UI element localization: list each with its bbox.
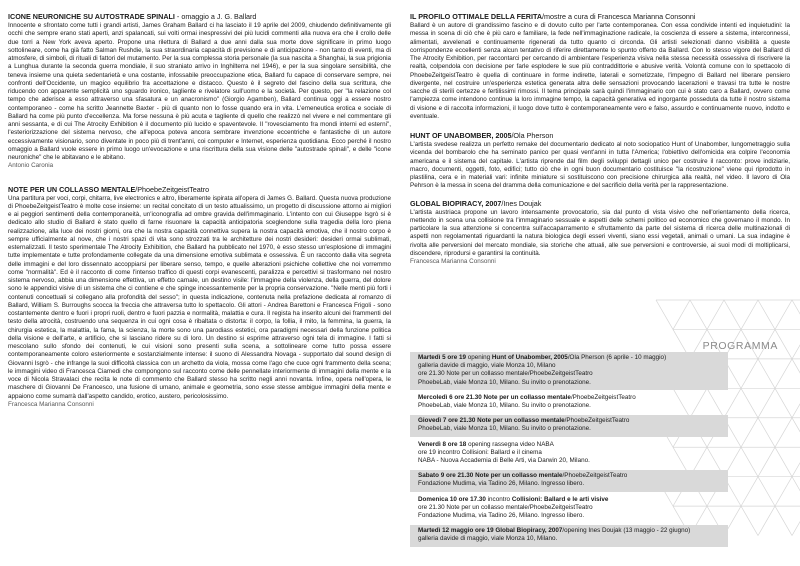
program-events <box>410 352 728 549</box>
event-headline: Domenica 10 ore 17.30 incontro Collisioni: Ballard e le arti visive <box>418 495 609 503</box>
event-headline: Giovedì 7 ore 21.30 Note per un collasso mentale/PhoebeZeitgeistTeatro <box>418 417 630 425</box>
article-title: NOTE PER UN COLLASSO MENTALE/PhoebeZeitgeistTeatro <box>8 184 210 194</box>
event-line: Fondazione Mudima, via Tadino 26, Milano. Ingresso libero. <box>418 512 585 520</box>
program-event <box>410 352 728 390</box>
article-profilo-ferita <box>410 12 790 121</box>
article-body: Ballard è un autore di grandissimo fascino e di dovuto culto per l'arte contemporanea. Con essa condivide intenti ed inquietudini: la messa in scena di ciò che è più caro e familiare, la fede nell'immaginazione radicale, la coscienza di essere a sistema, interconnessi, alimentati, avvelenati e continuamente rigenerati da tutto quanto ci circonda. Gli artisti selezionati danno visibilità a queste corrispondenze eccellenti senza alcun tentativo di riferire direttamente lo spunto offerto da Ballard. Con lo stesso vigore del Ballard di The Atrocity Exhibition, per raccontarci per cercando di ambientare l'esperienza visiva nella stessa necessità ossessiva di riscrivere la realtà, colpendola con decisione per farle esplodere le sue più contraddittorie e abusive verità. Volontà comune con lo spettacolo di PhoebeZeitgeistTeatro è quella di continuare in forme indirette, laterali e sornetizzate, l'impegno di Ballard nel liberare pensiero divergente, nel costruire un'esperienza estetica generata altra delle sensazioni provocando lacerazioni e travasi tra tutte le nostre sacche di sterili certezze e fertilissimi rimossi. Il tema principale sarà quindi l'immaginario con cui è stato caro a Ballard, ovvero come l'ampiezza come intendono continue la loro immagine tempo, la capacità generativa ed ingorgante posseduta da tutte il nostro sistema di visione e di raccolta informazioni, il luogo dove tutto è contemporaneamente vero e falso, assurdo e continuamente nuovo, indotto e eventuale. <box>410 22 790 120</box>
article-global-biopiracy <box>410 199 790 267</box>
event-line: NABA - Nuova Accademia di Belle Arti, via Darwin 20, Milano. <box>418 457 590 465</box>
event-headline: Martedì 5 ore 19 opening Hunt of Unabomber, 2005/Ola Pherson (6 aprile - 10 maggio) <box>418 354 667 361</box>
article-title: HUNT OF UNABOMBER, 2005/Ola Pherson <box>410 131 554 140</box>
event-line: galleria davide di maggio, viale Monza 10, Milano <box>418 362 556 370</box>
program-event <box>410 525 728 546</box>
program-event <box>410 415 728 436</box>
program-event <box>410 470 728 491</box>
program-event <box>410 439 728 469</box>
event-line: PhoebeLab, viale Monza 10, Milano. Su invito o prenotazione. <box>418 378 591 386</box>
program-event <box>410 392 728 413</box>
right-column <box>410 12 790 273</box>
article-body: L'artista austriaca propone un lavoro intensamente provocatorio, sia dal punto di vista visivo che nell'orientamento della ricerca, mettendo in scena una collisione tra l'immaginario sessuale e aspetti delle schemi politico ed economico che governano il mondo. In particolare la sua attenzione si concentra sull'accaparramento e sfruttamento da parte del sistema di ricerca delle multinazionali di aspetti non regolamentati riguardanti la natura biologica degli esseri viventi, siano essi vegetali, animali o umani. La sua indagine è rivolta alle perversioni del mercato mondiale, sia storiche che attuali, alle sue perversioni e controversie, ai suoi modi di moltiplicarsi, discendere, riprodursi e garantirsi la continuità. <box>410 208 790 257</box>
article-author: Antonio Caronia <box>8 162 54 170</box>
article-hunt-unabomber <box>410 131 790 191</box>
article-title: IL PROFILO OTTIMALE DELLA FERITA/mostre a cura di Francesca Marianna Consonni <box>410 12 696 21</box>
event-line: ore 19 incontro Collisioni: Ballard e il cinema <box>418 448 542 456</box>
article-body: L'artista svedese realizza un perfetto remake del documentario dedicato al noto sociopatico Hunt of Unabomber, lungometraggio sulla vicenda del bombarolo che ha seminato panico per quasi vent'anni in tutta l'America; l'obiettivo dell'omicida era colpire l'economia americana e il sistema del capitale. L'artista riprende dal film degli sviluppi dettagli unico per costruire il racconto: prove indiziarie, macro, documenti, oggetti, foto, edifici; tutto ciò che in ogni buon documentario costituisce "la ricostruzione" viene qui riprodotto in plastilina, cera e in materiali vari: infinite miniature si sostituiscono con precisione chirurgica alla realtà, nel video. Il lavoro di Ola Pehrson è la messa in scena del dramma della comunicazione e del sacrificio della verità per la rappresentazione. <box>410 141 790 190</box>
left-column <box>8 12 391 416</box>
event-line: ore 21.30 Note per un collasso mentale/PhoebeZeitgeistTeatro <box>418 503 593 511</box>
article-title: GLOBAL BIOPIRACY, 2007/Ines Doujak <box>410 198 542 208</box>
article-body: Innocente e sfrontato come tutti i grandi artisti, James Graham Ballard ci ha lasciato il 19 aprile del 2009, chiudendo definitivamente gli occhi che sempre erano stati aperti, anzi spalancati, sui volti ormai inespressivi dei più lucidi commenti alla nuova era che il crollo delle due torri a New York aveva aperto. Propone una rilettura di Ballard a due anni dalla sua morte dove significare in primo luogo sottolineare, come ha già fatto Salman Rushdie, la sua straordinaria capacità di previsione e di anticipazione - non tanto di eventi, ma di atmosfere, di simboli, di rituali di fattori del mutamento. Per la sua complessa storia personale (la sua nascita a Shanghai, la sua prigionia a Lunghua durante la seconda guerra mondiale, il suo straniato arrivo in Inghilterra nel 1946), e per la sua singolare sensibilità, che teneva insieme una quieta sedentarietà e una costante, infossabile preoccupazione etica, Ballard fu capace di conservare sempre, nei confronti dell'Occidente, un magico equilibrio fra accettazione e distacco. Questo è il segreto del fascino della sua scrittura, che riducendo con apparente semplicità uno sguardo ironico, tagliente e rivelatore sull'uomo e la società. Per questo, per "la relazione col tempo che aderisce a esso attraverso una sfasatura e un anacronismo" (Giorgio Agamben), Ballard continua oggi a essere nostro contemporaneo - come ha scritto Jeannette Baxter - più di quanto non lo fosse quando era in vita. L'emeneutica erotica e sociale di Ballard ha come più punto d'eccellenza. Ma forse nessuna è più acuta e tagliente di quello che realizzò nel vivere e nel commentare gli anni sessanta, e di cui The Atrocity Exhibition è il documento più lucido e spaventevole. Il "rovesciamento fra mondi interni ed esterni", l'esteriorizzazione del sistema nervoso, che all'epoca poteva ancora sembrare invenzione eccentriche e fantastiche di un autore eccessivamente visionario, sono diventate in poco più di trent'anni, coi computer e Internet, esperienza quotidiana. Ecco perché il nostro omaggio a Ballard vuole essere in primo luogo un'evocazione e una riscrittura della sua visione delle "autostrade spinali", e delle "icone neuroniche" che le abitavano e le abitano. <box>8 22 391 161</box>
article-author: Francesca Marianna Consonni <box>410 258 496 265</box>
article-title: ICONE NEURONICHE SU AUTOSTRADE SPINALI - omaggio a J. G. Ballard <box>8 12 257 21</box>
event-headline: Mercoledì 6 ore 21.30 Note per un collasso mentale/PhoebeZeitgeistTeatro <box>418 393 636 401</box>
event-headline: Martedì 12 maggio ore 19 Global Biopiracy, 2007/opening Ines Doujak (13 maggio - 22 giugno) <box>418 527 691 535</box>
event-line: PhoebeLab, viale Monza 10, Milano. Su invito o prenotazione. <box>418 425 591 433</box>
program-title: PROGRAMMA <box>702 340 778 352</box>
event-line: galleria davide di maggio, viale Monza 10, Milano. <box>418 535 558 543</box>
article-note-collasso <box>8 185 391 410</box>
event-line: PhoebeLab, viale Monza 10, Milano. Su invito o prenotazione. <box>418 402 591 410</box>
event-line: Fondazione Mudima, via Tadino 26, Milano. Ingresso libero. <box>418 480 585 488</box>
event-headline: Venerdì 8 ore 18 opening rassegna video NABA <box>418 440 554 448</box>
article-icone-neuroniche <box>8 12 391 171</box>
program-event <box>410 494 728 524</box>
article-author: Francesca Marianna Consonni <box>8 400 94 408</box>
event-headline: Sabato 9 ore 21.30 Note per un collasso mentale/PhoebeZeitgeistTeatro <box>418 472 628 480</box>
article-body: Una partitura per voci, corpi, chitarra, live electronics e altro, liberamente ispirata all'opera di James G. Ballard. Questa nuova produzione di PhoebeZeitgeistTeatro è molte cose insieme: un recital concitato di un testo attualissimo, un progetto di discussione attorno ai migliori e ai peggiori sentimenti della contemporaneità, un'iconografia ad ombre gravida dell'immaginario. L'intento con cui Giuseppe Isgrò si è dedicato allo studio di Ballard è stato quello di farne risuonare la capacità anticipatoria sceglendone sulla tragedia della loro piena realizzazione, alla luce dei nostri giorni, ora che la nostra capacità connettiva supera la nostra capacità emotiva, che il nostro corpo è sempre ufficialmente al nove, che i nostri spazi di vita sono strozzati tra le architetture dei nostri desideri: desideri ormai sublimati, esternalizzati. Il testo sperimentale The Atrocity Exhibition, che Ballard ha pubblicato nel 1970, è esso stesso un'esplosione di immagini tutte implementate e tutte profondamente collegate da una dimensione emotiva sublimata e ossessiva. È un racconto dalla vita segreta delle immagini e del loro dissennato accoppiarsi per liberare senso, tempo, e quelle alterazioni psichiche collettive che noi vorremmo come "normalità". Ed è il racconto di come l'intenso traffico di questi corpi evanescenti, paralizza e percettivi si trasformano nel nostro sistema nervoso, abbia una dimensione effettiva, un effetto carnale, un destino visile: l'immagine della violenza, della guerra, del dolore sono le appendici visive di un sistema che ci contiene e che spinge incessantemente per la propria conservazione. "Nelle menti più forti i contenuti concettuali si collegano alla profondità del sesso"; in questa indicazione, contenuta nella prefazione dedicata al romanzo di Ballard, William S. Burroughs scocca la freccia che attraversa tutto lo spettacolo. Gli attori - Andrea Barettoni e Francesca Frigoli - sono costantemente dentro e fuori i propri ruoli, dentro e fuori pazzia e normalità, malattia e cura. Il regista ha inserito alcuni dei frammenti del testo della atrocità, costruendo una sequenza in cui ogni cosa è ribaltata o distorta: il corpo, la follia, il mito, la femmina, la guerra, la chirurgia estetica, la malattia, la fama, la scienza, la morte sono una parodiass estetici, ora paradigmi necessari della funzione politica della visione e dell'arte, e artificio, che si lasciano ridere su di loro. Un destino si esprime attraverso ogni tela di immagine. I fatti si mescolano sullo sfondo dei contenuti, le cui visioni sono presenti sulla scena, a sottolineare come tutto possa essere contemporaneamente coloro esteriormente e sostanzialmente intense: il suono di Alessandra Novaga - supportato dal sound design di Giovanni Isgrò - che infrange la suoi difficoltà classica con un archetto da viola, mossa come l'ago che cuce ogni frammento della scena; le immagini video di Francesca Ciamedi che compongono sul racconto come delle pennellate interiormente di immagini della mente e la voce di Nicola Stravalaci che recita le note di commento che Ballard stesso ha scritto negli anni novanta. Infine, opera nell'opera, le maschere di Giovanni De Francesco, una fusione di umano, animale e geometria, sono esse stesse ambigue immagini della mente e appaiono come sumarrà dall'aspetto candido, erotico, austero, pericolosissimo. <box>8 194 391 400</box>
event-line: ore 21.30 Note per un collasso mentale/PhoebeZeitgeistTeatro <box>418 370 593 378</box>
